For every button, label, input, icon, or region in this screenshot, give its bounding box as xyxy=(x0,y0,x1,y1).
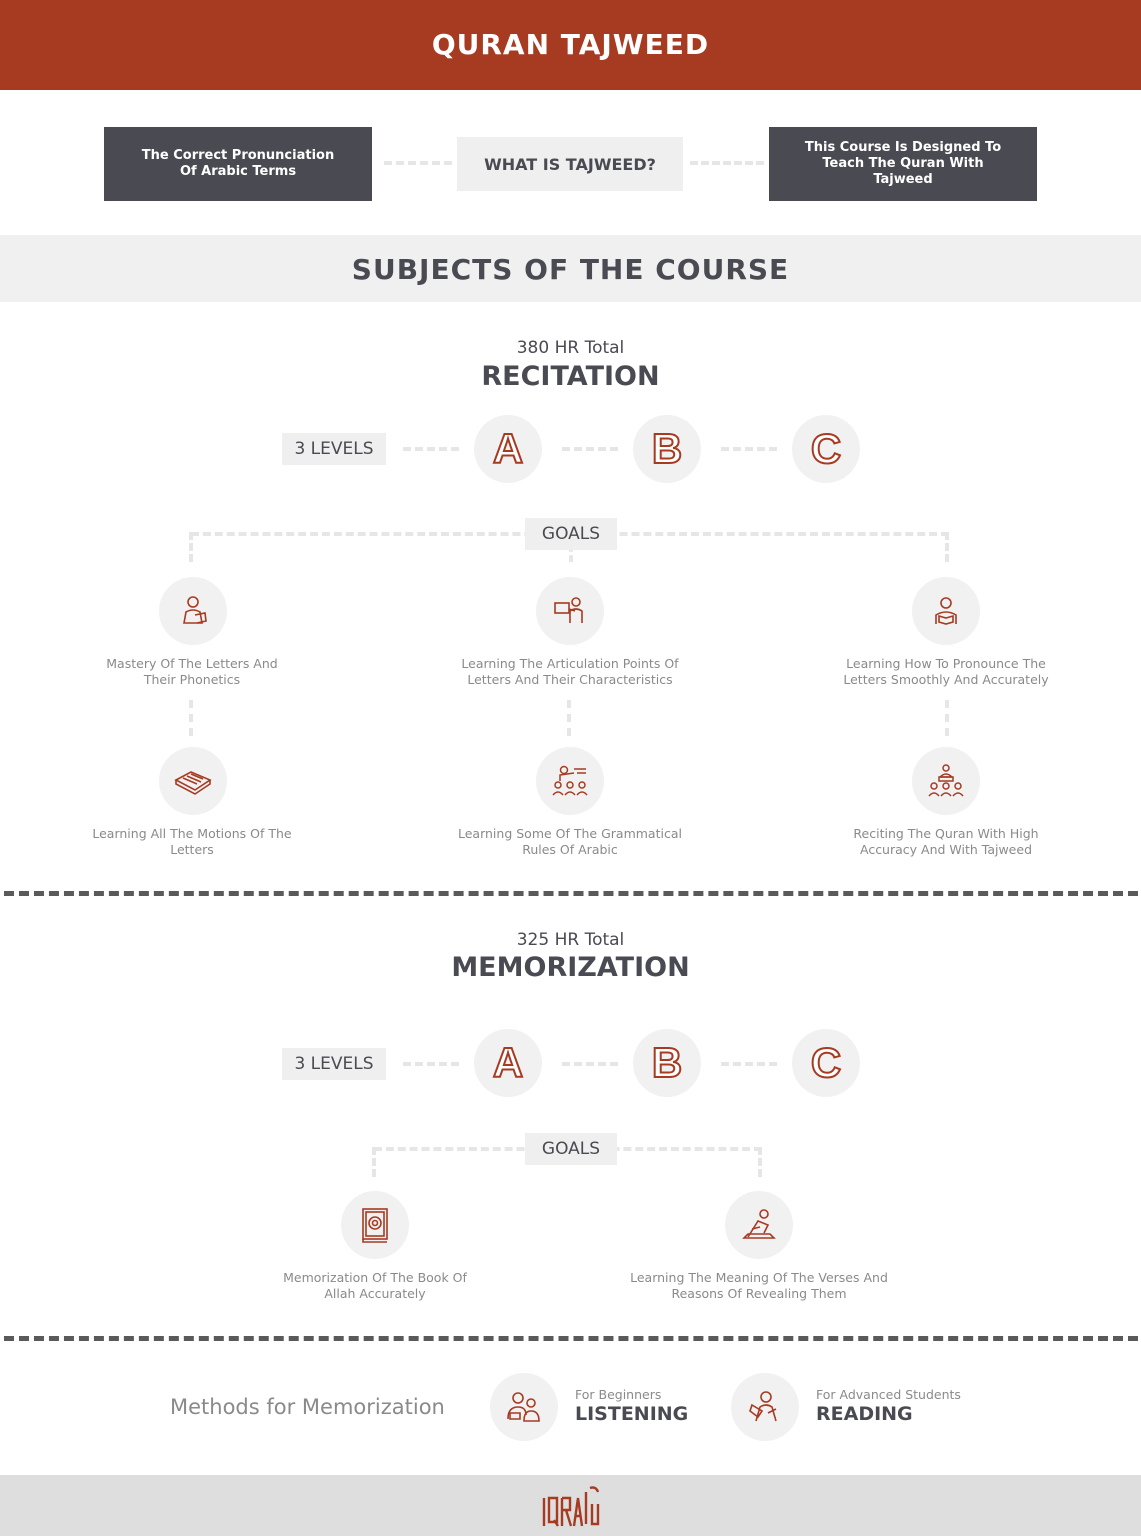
reader-icon xyxy=(912,577,980,645)
goals-connector xyxy=(945,700,949,736)
group-icon xyxy=(912,747,980,815)
recitation-goal-3: Learning How To Pronounce The Letters Smoothly And Accurately xyxy=(843,656,1049,687)
classroom-icon xyxy=(536,747,604,815)
level-c-badge: C xyxy=(792,1029,860,1097)
recitation-goal-5: Learning Some Of The Grammatical Rules Of Arabic xyxy=(458,826,682,857)
connector xyxy=(690,161,764,165)
recitation-goal-6: Reciting The Quran With High Accuracy And With Tajweed xyxy=(853,826,1039,857)
goals-connector xyxy=(945,532,949,562)
memorization-hours: 325 HR Total xyxy=(516,930,625,950)
level-a-badge: A xyxy=(474,415,542,483)
memorization-title: MEMORIZATION xyxy=(451,952,690,983)
page-title: QURAN TAJWEED xyxy=(431,28,710,61)
intro-right-box: This Course Is Designed To Teach The Quran With Tajweed xyxy=(769,127,1037,201)
open-book-icon xyxy=(159,747,227,815)
level-b-badge: B xyxy=(633,1029,701,1097)
recitation-goals-label: GOALS xyxy=(525,518,617,550)
connector xyxy=(562,447,618,451)
method-reading-sub: For Advanced Students xyxy=(816,1387,961,1402)
presentation-icon xyxy=(536,577,604,645)
recitation-levels-label: 3 LEVELS xyxy=(282,433,386,465)
connector xyxy=(403,1062,459,1066)
recitation-hours: 380 HR Total xyxy=(516,338,625,358)
memorization-goal-1: Memorization Of The Book Of Allah Accurately xyxy=(283,1270,467,1301)
recitation-goal-2: Learning The Articulation Points Of Letters And Their Characteristics xyxy=(461,656,679,687)
reading-icon xyxy=(731,1373,799,1441)
listening-icon xyxy=(490,1373,558,1441)
connector xyxy=(403,447,459,451)
section-divider xyxy=(4,891,1138,896)
intro-center-box: WHAT IS TAJWEED? xyxy=(457,137,683,191)
memorization-levels-label: 3 LEVELS xyxy=(282,1048,386,1080)
goals-connector xyxy=(189,532,193,562)
intro-left-box: The Correct Pronunciation Of Arabic Terms xyxy=(104,127,372,201)
method-reading-main: READING xyxy=(816,1403,913,1425)
quran-book-icon xyxy=(341,1191,409,1259)
goals-connector xyxy=(758,1147,762,1177)
connector xyxy=(384,161,452,165)
level-c-badge: C xyxy=(792,415,860,483)
connector xyxy=(562,1062,618,1066)
subjects-title: SUBJECTS OF THE COURSE xyxy=(351,253,790,286)
recitation-goal-1: Mastery Of The Letters And Their Phonetics xyxy=(106,656,278,687)
method-listening-sub: For Beginners xyxy=(575,1387,662,1402)
goals-connector xyxy=(567,700,571,736)
goals-connector xyxy=(189,700,193,736)
section-divider xyxy=(4,1336,1138,1341)
teacher-icon xyxy=(159,577,227,645)
connector xyxy=(721,447,777,451)
recitation-goal-4: Learning All The Motions Of The Letters xyxy=(92,826,292,857)
memorization-goals-label: GOALS xyxy=(525,1133,617,1165)
method-listening-main: LISTENING xyxy=(575,1403,689,1425)
connector xyxy=(721,1062,777,1066)
recitation-title: RECITATION xyxy=(481,361,660,392)
iqra-logo xyxy=(540,1484,602,1528)
level-a-badge: A xyxy=(474,1029,542,1097)
goals-connector xyxy=(372,1147,376,1177)
level-b-badge: B xyxy=(633,415,701,483)
methods-label: Methods for Memorization xyxy=(170,1395,445,1419)
prayer-icon xyxy=(725,1191,793,1259)
memorization-goal-2: Learning The Meaning Of The Verses And Reasons Of Revealing Them xyxy=(630,1270,888,1301)
